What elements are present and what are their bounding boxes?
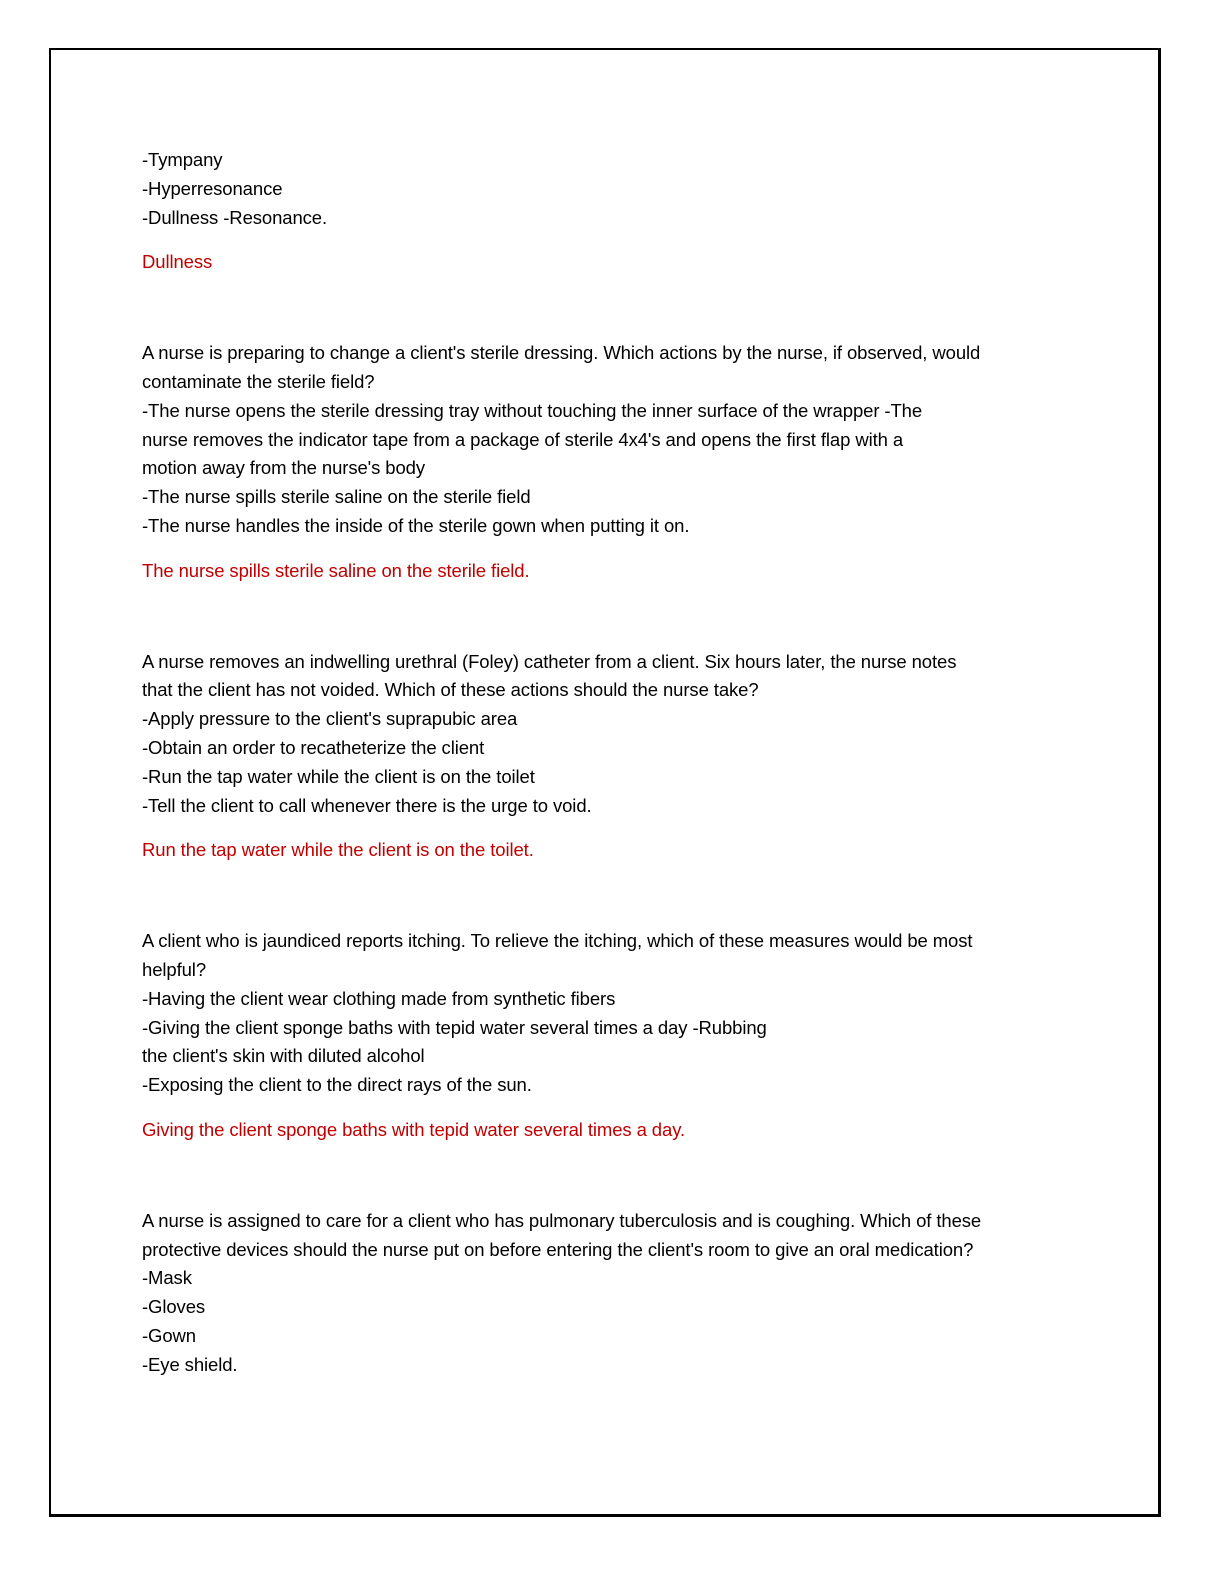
option-line: -Eye shield. — [142, 1353, 238, 1375]
question-line: protective devices should the nurse put on before entering the client's room to give an oral medication? — [142, 1238, 974, 1260]
option-line: -Run the tap water while the client is on the toilet — [142, 765, 535, 787]
question-block — [142, 1207, 1082, 1380]
question-line: A nurse is assigned to care for a client who has pulmonary tuberculosis and is coughing. Which of these — [142, 1209, 982, 1231]
option-line: -Mask — [142, 1267, 192, 1289]
option-line: the client's skin with diluted alcohol — [142, 1045, 425, 1067]
option-line: nurse removes the indicator tape from a package of sterile 4x4's and opens the first flap with a — [142, 428, 904, 450]
intro-block — [142, 146, 1082, 277]
answer-text: Dullness — [142, 251, 213, 273]
question-line: contaminate the sterile field? — [142, 370, 375, 392]
question-line: A nurse removes an indwelling urethral (Foley) catheter from a client. Six hours later, the nurse notes — [142, 650, 957, 672]
question-line: that the client has not voided. Which of these actions should the nurse take? — [142, 679, 759, 701]
question-line: helpful? — [142, 958, 207, 980]
option-line: -Gloves — [142, 1296, 206, 1318]
question-line: A client who is jaundiced reports itching. To relieve the itching, which of these measures would be most — [142, 930, 973, 952]
option-line: -The nurse opens the sterile dressing tray without touching the inner surface of the wrapper -The — [142, 399, 923, 421]
question-block — [142, 927, 1082, 1145]
option-line: -Exposing the client to the direct rays of the sun. — [142, 1074, 532, 1096]
option-line: -Gown — [142, 1324, 196, 1346]
option-line: -Obtain an order to recatheterize the client — [142, 736, 485, 758]
option-line: -The nurse spills sterile saline on the sterile field — [142, 486, 531, 508]
question-block — [142, 339, 1082, 585]
option-line: -Hyperresonance — [142, 177, 283, 199]
answer-text: The nurse spills sterile saline on the sterile field. — [142, 559, 530, 581]
option-line: -Tell the client to call whenever there is the urge to void. — [142, 794, 592, 816]
option-line: -Having the client wear clothing made from synthetic fibers — [142, 987, 616, 1009]
document-body — [142, 146, 1082, 1380]
answer-text: Run the tap water while the client is on the toilet. — [142, 839, 534, 861]
option-line: -Giving the client sponge baths with tepid water several times a day -Rubbing — [142, 1016, 767, 1038]
option-line: motion away from the nurse's body — [142, 457, 426, 479]
option-line: -The nurse handles the inside of the sterile gown when putting it on. — [142, 514, 690, 536]
question-line: A nurse is preparing to change a client's sterile dressing. Which actions by the nurse, if observed, would — [142, 342, 981, 364]
option-line: -Dullness -Resonance. — [142, 206, 328, 228]
answer-text: Giving the client sponge baths with tepid water several times a day. — [142, 1118, 686, 1140]
question-block — [142, 648, 1082, 866]
option-line: -Tympany — [142, 149, 223, 170]
option-line: -Apply pressure to the client's suprapubic area — [142, 708, 518, 730]
